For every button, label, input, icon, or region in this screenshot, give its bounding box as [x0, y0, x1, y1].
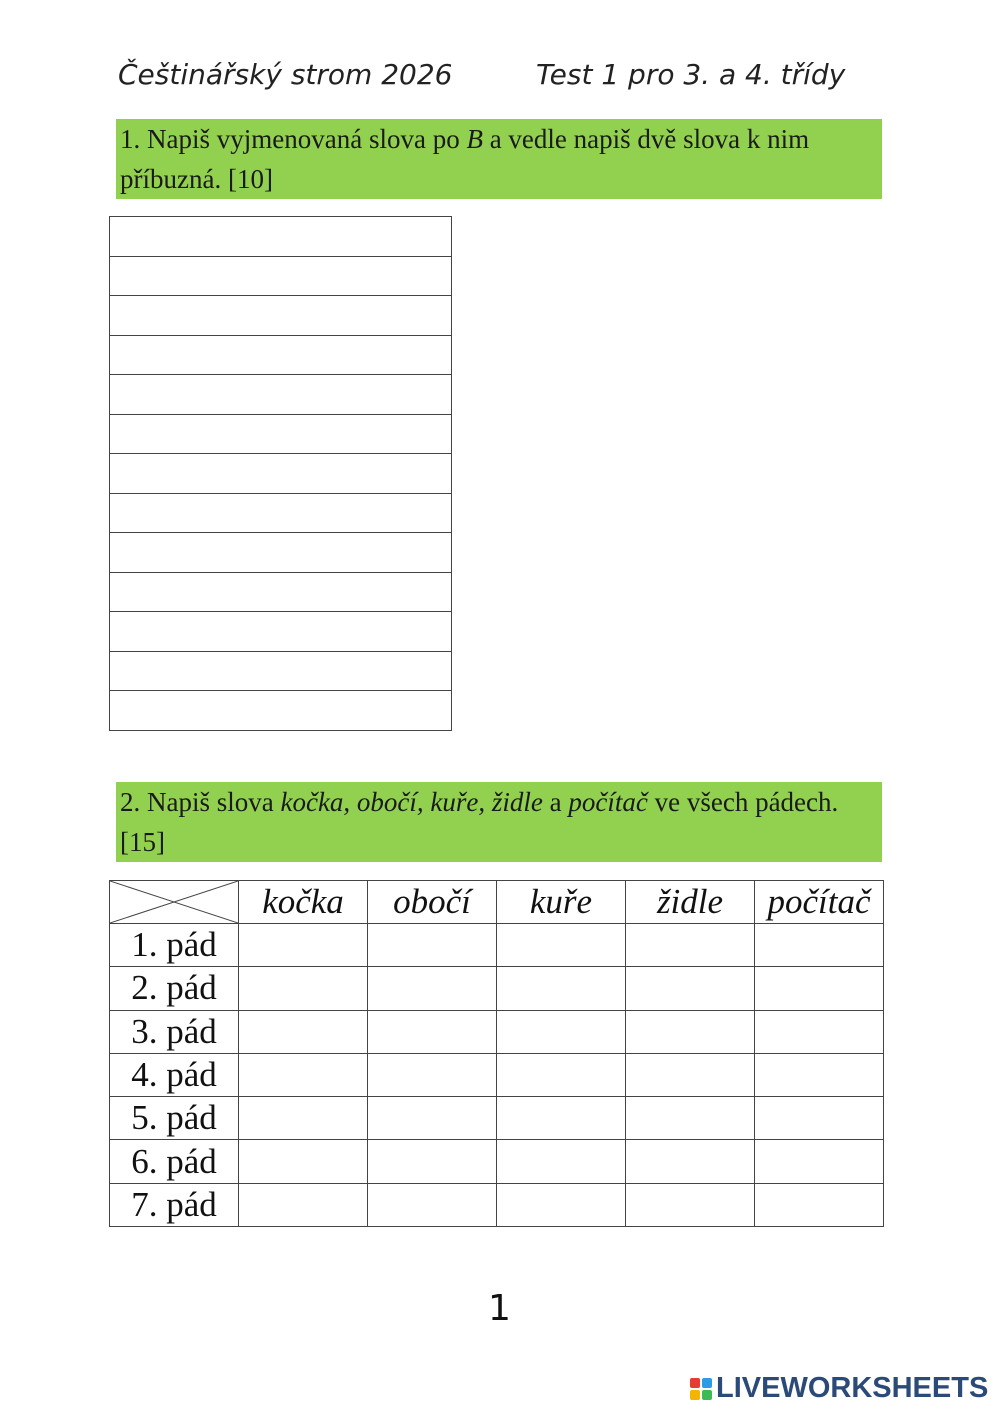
answer-cell[interactable]: [626, 967, 755, 1010]
answer-line[interactable]: [110, 572, 452, 612]
answer-cell[interactable]: [368, 1140, 497, 1183]
column-header: kočka: [239, 881, 368, 924]
task-2-last-word: počítač: [568, 787, 648, 817]
table-row: [110, 1097, 884, 1140]
header-title-left: Češtinářský strom 2026: [118, 58, 453, 91]
column-header: obočí: [368, 881, 497, 924]
row-label: 7. pád: [110, 1183, 239, 1226]
answer-cell[interactable]: [497, 924, 626, 967]
answer-line[interactable]: [110, 533, 452, 573]
liveworksheets-logo[interactable]: [690, 1372, 990, 1406]
answer-line[interactable]: [110, 493, 452, 533]
table-row: [110, 967, 884, 1010]
row-label: 5. pád: [110, 1097, 239, 1140]
corner-cell: [110, 881, 239, 924]
answer-cell[interactable]: [497, 1053, 626, 1096]
table-row: [110, 1053, 884, 1096]
declension-table: [109, 880, 884, 1227]
answer-cell[interactable]: [755, 1097, 884, 1140]
table-row: [110, 1183, 884, 1226]
table-row: [110, 1140, 884, 1183]
task-2-suffix: ve všech pádech. [15]: [120, 787, 839, 857]
column-header: židle: [626, 881, 755, 924]
row-label: 6. pád: [110, 1140, 239, 1183]
row-label: 3. pád: [110, 1010, 239, 1053]
answer-cell[interactable]: [497, 1097, 626, 1140]
answer-cell[interactable]: [497, 967, 626, 1010]
table-row: [110, 1010, 884, 1053]
logo-square: [690, 1390, 700, 1400]
answer-cell[interactable]: [626, 1010, 755, 1053]
logo-square: [702, 1378, 712, 1388]
answer-cell[interactable]: [239, 1183, 368, 1226]
row-label: 2. pád: [110, 967, 239, 1010]
answer-cell[interactable]: [368, 967, 497, 1010]
logo-grid-icon: [690, 1378, 712, 1400]
answer-cell[interactable]: [755, 1010, 884, 1053]
answer-cell[interactable]: [755, 924, 884, 967]
answer-line[interactable]: [110, 414, 452, 454]
answer-cell[interactable]: [626, 1097, 755, 1140]
task-2-prefix: 2. Napiš slova: [120, 787, 281, 817]
answer-cell[interactable]: [755, 1053, 884, 1096]
answer-line[interactable]: [110, 256, 452, 296]
brand-name: LIVEWORKSHEETS: [716, 1372, 989, 1404]
logo-square: [690, 1378, 700, 1388]
answer-cell[interactable]: [497, 1010, 626, 1053]
answer-cell[interactable]: [626, 1183, 755, 1226]
answer-line[interactable]: [110, 612, 452, 652]
answer-cell[interactable]: [755, 967, 884, 1010]
answer-cell[interactable]: [497, 1183, 626, 1226]
table-row: [110, 924, 884, 967]
row-label: 4. pád: [110, 1053, 239, 1096]
answer-cell[interactable]: [239, 967, 368, 1010]
task-2-conj: a: [542, 787, 569, 817]
answer-cell[interactable]: [368, 1097, 497, 1140]
answer-cell[interactable]: [368, 924, 497, 967]
answer-line[interactable]: [110, 296, 452, 336]
task-1-text-after: a vedle napiš dvě slova k nim příbuzná. [10]: [120, 124, 810, 194]
answer-line[interactable]: [110, 691, 452, 731]
column-header: počítač: [755, 881, 884, 924]
task-1-text-before: 1. Napiš vyjmenovaná slova po: [120, 124, 467, 154]
answer-cell[interactable]: [368, 1183, 497, 1226]
answer-cell[interactable]: [239, 1097, 368, 1140]
task-1-letter: B: [466, 124, 483, 154]
diagonal-cross-icon: [110, 881, 238, 923]
answer-line[interactable]: [110, 375, 452, 415]
task-1-answer-lines: [109, 216, 452, 731]
answer-cell[interactable]: [626, 924, 755, 967]
answer-cell[interactable]: [239, 1010, 368, 1053]
answer-line[interactable]: [110, 335, 452, 375]
answer-line[interactable]: [110, 454, 452, 494]
answer-cell[interactable]: [239, 1053, 368, 1096]
task-2-words: kočka, obočí, kuře, židle: [280, 787, 543, 817]
answer-cell[interactable]: [755, 1140, 884, 1183]
answer-cell[interactable]: [239, 1140, 368, 1183]
answer-cell[interactable]: [626, 1053, 755, 1096]
answer-line[interactable]: [110, 217, 452, 257]
row-label: 1. pád: [110, 924, 239, 967]
answer-cell[interactable]: [368, 1053, 497, 1096]
page-number: 1: [488, 1288, 511, 1329]
logo-square: [702, 1390, 712, 1400]
task-1-instruction: [116, 119, 882, 199]
column-header: kuře: [497, 881, 626, 924]
answer-cell[interactable]: [497, 1140, 626, 1183]
header-title-right: Test 1 pro 3. a 4. třídy: [536, 58, 846, 91]
page-header: [118, 58, 888, 102]
answer-line[interactable]: [110, 651, 452, 691]
answer-cell[interactable]: [368, 1010, 497, 1053]
task-2-instruction: [116, 782, 882, 862]
answer-cell[interactable]: [755, 1183, 884, 1226]
answer-cell[interactable]: [626, 1140, 755, 1183]
answer-cell[interactable]: [239, 924, 368, 967]
